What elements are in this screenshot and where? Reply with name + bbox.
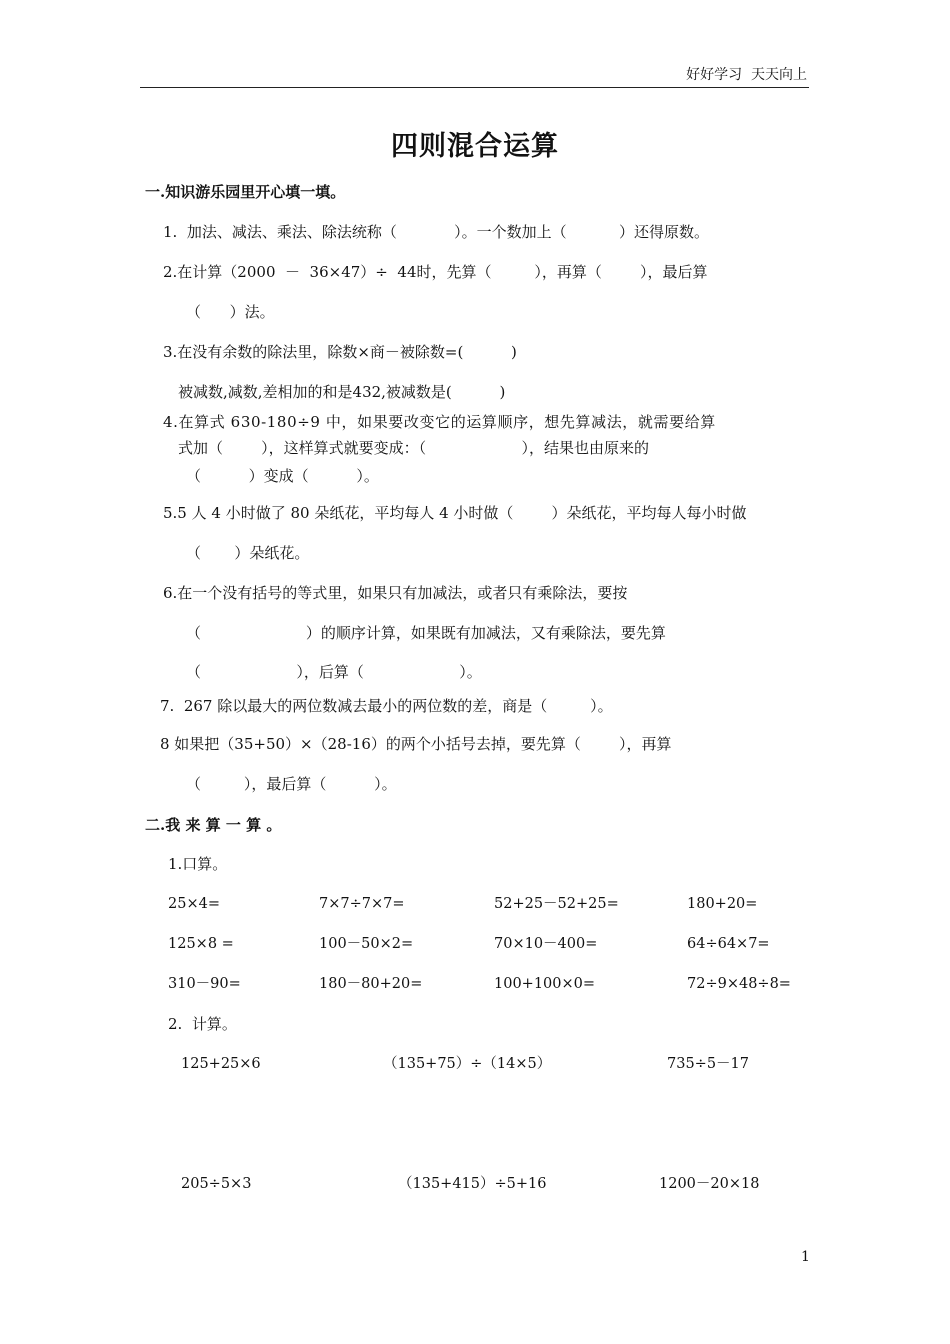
- question-5-cont: （ ）朵纸花。: [186, 544, 310, 562]
- header-divider: [140, 87, 809, 88]
- section-2-heading: 二.我 来 算 一 算 。: [145, 816, 282, 834]
- question-6-cont2: （ ），后算（ ）。: [186, 663, 482, 681]
- calc-problem: 125+25×6: [181, 1056, 261, 1072]
- question-8-cont: （ ），最后算（ ）。: [186, 775, 397, 793]
- question-7: 7. 267 除以最大的两位数减去最小的两位数的差，商是（ ）。: [160, 697, 613, 715]
- oral-item: 25×4=: [168, 896, 220, 912]
- question-1: 1. 加法、减法、乘法、除法统称（ ）。一个数加上（ ）还得原数。: [163, 223, 710, 241]
- oral-item: 180+20=: [687, 896, 758, 912]
- oral-item: 70×10－400=: [494, 936, 598, 952]
- calc-problem: 735÷5－17: [667, 1056, 750, 1072]
- calc-problem: 1200－20×18: [659, 1176, 760, 1192]
- question-4-cont: 式加（ ），这样算式就要变成：（ ），结果也由原来的: [178, 439, 650, 457]
- oral-item: 64÷64×7=: [687, 936, 770, 952]
- question-3-cont: 被减数,减数,差相加的和是432,被减数是( ): [178, 383, 506, 401]
- question-5: 5.5 人 4 小时做了 80 朵纸花，平均每人 4 小时做（ ）朵纸花，平均每人每小时做: [163, 504, 747, 522]
- question-6-cont: （ ）的顺序计算，如果既有加减法，又有乘除法，要先算: [186, 624, 666, 642]
- question-2: 2.在计算（2000 － 36×47）÷ 44时，先算（ ），再算（ ），最后算: [163, 263, 708, 281]
- question-3: 3.在没有余数的除法里，除数×商－被除数=( ): [163, 343, 517, 361]
- question-2-cont: （ ）法。: [186, 303, 275, 321]
- header-motto: 好好学习 天天向上: [686, 67, 807, 83]
- calc-label: 2. 计算。: [168, 1015, 237, 1033]
- oral-item: 100+100×0=: [494, 976, 596, 992]
- page-title: 四则混合运算: [391, 131, 559, 162]
- calc-problem: （135+415）÷5+16: [398, 1176, 547, 1192]
- question-8: 8 如果把（35+50）×（28-16）的两个小括号去掉，要先算（ ），再算: [160, 735, 672, 753]
- question-4-cont2: （ ）变成（ ）。: [186, 467, 379, 485]
- oral-item: 72÷9×48÷8=: [687, 976, 791, 992]
- section-1-heading: 一.知识游乐园里开心填一填。: [145, 183, 346, 201]
- calc-problem: 205÷5×3: [181, 1176, 252, 1192]
- page-number: 1: [801, 1249, 810, 1265]
- calc-problem: （135+75）÷（14×5）: [383, 1056, 552, 1072]
- oral-calc-label: 1.口算。: [168, 855, 228, 873]
- question-6: 6.在一个没有括号的等式里，如果只有加减法，或者只有乘除法，要按: [163, 584, 628, 602]
- oral-item: 125×8 =: [168, 936, 234, 952]
- oral-item: 310－90=: [168, 976, 241, 992]
- oral-item: 52+25－52+25=: [494, 896, 619, 912]
- oral-item: 7×7÷7×7=: [319, 896, 405, 912]
- oral-item: 180－80+20=: [319, 976, 423, 992]
- question-4: 4.在算式 630-180÷9 中，如果要改变它的运算顺序，想先算减法，就需要给算: [163, 413, 716, 431]
- oral-item: 100－50×2=: [319, 936, 414, 952]
